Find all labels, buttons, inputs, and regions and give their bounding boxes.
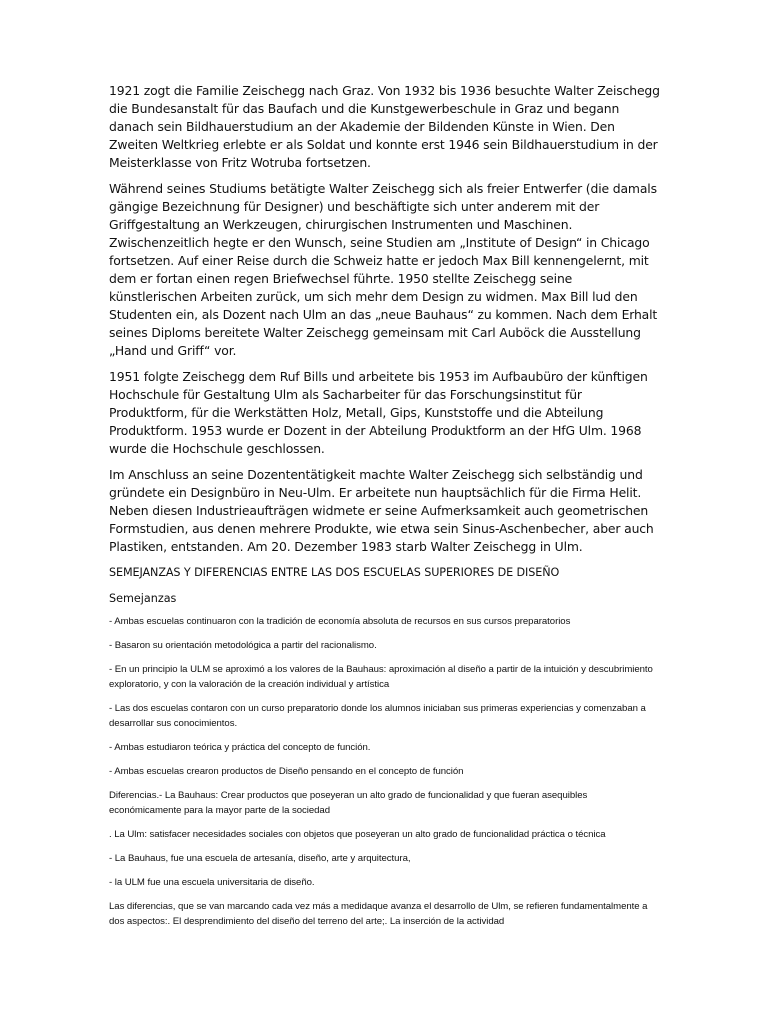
paragraph-differences-summary: Las diferencias, que se van marcando cada vez más a medidaque avanza el desarrollo de Ulm, se refieren fundamentalmente a dos aspectos:. El desprendimiento del diseño del terreno del arte;. La inserción de la actividad	[109, 901, 648, 927]
list-item: - la ULM fue una escuela universitaria de diseño.	[109, 877, 315, 888]
section-subheading: Semejanzas	[109, 592, 177, 605]
differences-bauhaus: Diferencias.- La Bauhaus: Crear productos que poseyeran un alto grado de funcionalidad y que fueran asequibles económicamente para la mayor parte de la sociedad	[109, 790, 588, 816]
list-item: - Ambas estudiaron teórica y práctica del concepto de función.	[109, 742, 371, 753]
list-item: - La Bauhaus, fue una escuela de artesanía, diseño, arte y arquitectura,	[109, 853, 411, 864]
list-item: - Basaron su orientación metodológica a partir del racionalismo.	[109, 640, 377, 651]
list-item: - En un principio la ULM se aproximó a los valores de la Bauhaus: aproximación al diseño a partir de la intuición y descubrimiento exploratorio, y con la valoración de la creación individual y artística	[109, 664, 653, 690]
paragraph-biography-3: 1951 folgte Zeischegg dem Ruf Bills und arbeitete bis 1953 im Aufbaubüro der künftigen Hochschule für Gestaltung Ulm als Sacharbeiter für das Forschungsinstitut für Produktform, für die Werkstätten Holz, Metall, Gips, Kunststoffe und die Abteilung Produktform. 1953 wurde er Dozent in der Abteilung Produktform an der HfG Ulm. 1968 wurde die Hochschule geschlossen.	[109, 369, 648, 456]
document-page	[109, 82, 661, 938]
list-item: - Las dos escuelas contaron con un curso preparatorio donde los alumnos iniciaban sus primeras experiencias y comenzaban a desarrollar sus conocimientos.	[109, 703, 646, 729]
differences-ulm: . La Ulm: satisfacer necesidades sociales con objetos que poseyeran un alto grado de funcionalidad práctica o técnica	[109, 829, 606, 840]
paragraph-biography-4: Im Anschluss an seine Dozententätigkeit machte Walter Zeischegg sich selbständig und gründete ein Designbüro in Neu-Ulm. Er arbeitete nun hauptsächlich für die Firma Helit. Neben diesen Industrieaufträgen widmete er seine Aufmerksamkeit auch geometrischen Formstudien, aus denen mehrere Produkte, wie etwa sein Sinus-Aschenbecher, aber auch Plastiken, entstanden. Am 20. Dezember 1983 starb Walter Zeischegg in Ulm.	[109, 467, 654, 554]
section-heading: SEMEJANZAS Y DIFERENCIAS ENTRE LAS DOS ESCUELAS SUPERIORES DE DISEÑO	[109, 566, 560, 579]
list-item: - Ambas escuelas continuaron con la tradición de economía absoluta de recursos en sus cursos preparatorios	[109, 616, 571, 627]
paragraph-biography-2: Während seines Studiums betätigte Walter Zeischegg sich als freier Entwerfer (die damals gängige Bezeichnung für Designer) und beschäftigte sich unter anderem mit der Griffgestaltung an Werkzeugen, chirurgischen Instrumenten und Maschinen. Zwischenzeitlich hegte er den Wunsch, seine Studien am „Institute of Design“ in Chicago fortsetzen. Auf einer Reise durch die Schweiz hatte er jedoch Max Bill kennengelernt, mit dem er fortan einen regen Briefwechsel führte. 1950 stellte Zeischegg seine künstlerischen Arbeiten zurück, um sich mehr dem Design zu widmen. Max Bill lud den Studenten ein, als Dozent nach Ulm an das „neue Bauhaus“ zu kommen. Nach dem Erhalt seines Diploms bereitete Walter Zeischegg gemeinsam mit Carl Auböck die Ausstellung „Hand und Griff“ vor.	[109, 181, 658, 358]
list-item: - Ambas escuelas crearon productos de Diseño pensando en el concepto de función	[109, 766, 464, 777]
paragraph-biography-1: 1921 zogt die Familie Zeischegg nach Graz. Von 1932 bis 1936 besuchte Walter Zeischegg die Bundesanstalt für das Baufach und die Kunstgewerbeschule in Graz und begann danach sein Bildhauerstudium an der Akademie der Bildenden Künste in Wien. Den Zweiten Weltkrieg erlebte er als Soldat und konnte erst 1946 sein Bildhauerstudium in der Meisterklasse von Fritz Wotruba fortsetzen.	[109, 83, 660, 170]
